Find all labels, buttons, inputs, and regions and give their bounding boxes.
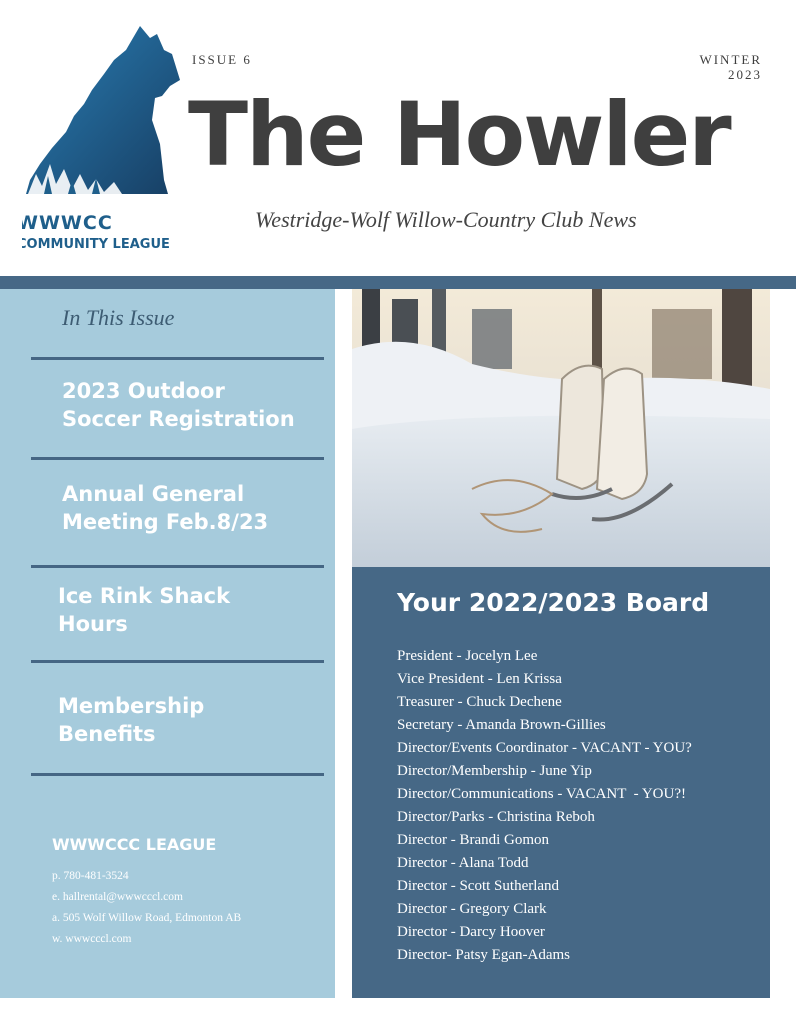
list-item: Treasurer - Chuck Dechene (397, 694, 562, 710)
toc-divider (31, 357, 324, 360)
toc-item-line: Membership (58, 694, 205, 718)
contact-phone: p. 780-481-3524 (52, 870, 129, 882)
contact-heading: WWWCCC LEAGUE (52, 835, 217, 854)
list-item: Director/Communications - VACANT - YOU?! (397, 786, 686, 802)
toc-heading: In This Issue (62, 305, 175, 330)
list-item: Director- Patsy Egan-Adams (397, 947, 570, 963)
list-item: Vice President - Len Krissa (397, 671, 562, 687)
logo-line2: COMMUNITY LEAGUE (22, 237, 170, 252)
logo-line1: WWWCC (22, 212, 113, 234)
list-item: Director/Events Coordinator - VACANT - YOU? (397, 740, 692, 756)
toc-item-line: Benefits (58, 722, 156, 746)
list-item: Director/Membership - June Yip (397, 763, 592, 779)
issue-number: ISSUE 6 (192, 52, 252, 67)
toc-item-line: Annual General (62, 482, 245, 506)
ice-skates-on-rink-photo (352, 289, 770, 567)
toc-item-line: 2023 Outdoor (62, 379, 225, 403)
toc-item-membership[interactable] (58, 692, 328, 748)
toc-divider (31, 660, 324, 663)
contact-address: a. 505 Wolf Willow Road, Edmonton AB (52, 912, 242, 924)
issue-season: WINTER (699, 52, 762, 67)
header-divider (0, 276, 796, 289)
newsletter-title: The Howler (188, 83, 730, 186)
toc-divider (31, 565, 324, 568)
list-item: Secretary - Amanda Brown-Gillies (397, 717, 606, 733)
toc-item-line: Ice Rink Shack (58, 584, 231, 608)
toc-divider (31, 773, 324, 776)
league-logo (22, 24, 192, 256)
list-item: Director - Scott Sutherland (397, 878, 560, 894)
board-heading: Your 2022/2023 Board (397, 588, 710, 617)
list-item: Director - Darcy Hoover (397, 924, 545, 940)
contact-website[interactable]: w. wwwcccl.com (52, 933, 132, 945)
toc-item-line: Meeting Feb.8/23 (62, 510, 269, 534)
issue-date (699, 52, 762, 82)
toc-item-line: Soccer Registration (62, 407, 295, 431)
list-item: President - Jocelyn Lee (397, 648, 538, 664)
contact-email[interactable]: e. hallrental@wwwcccl.com (52, 891, 183, 903)
toc-item-rink-hours[interactable] (58, 582, 328, 638)
list-item: Director/Parks - Christina Reboh (397, 809, 595, 825)
list-item: Director - Gregory Clark (397, 901, 547, 917)
toc-divider (31, 457, 324, 460)
list-item: Director - Brandi Gomon (397, 832, 550, 848)
toc-item-line: Hours (58, 612, 128, 636)
list-item: Director - Alana Todd (397, 855, 529, 871)
newsletter-subtitle: Westridge-Wolf Willow-Country Club News (255, 207, 637, 232)
ice-skates-photo (352, 289, 770, 567)
board-list (397, 645, 692, 967)
howling-wolf-icon (22, 24, 192, 256)
issue-year: 2023 (728, 67, 762, 82)
toc-item-agm[interactable] (62, 480, 332, 536)
toc-item-soccer[interactable] (62, 377, 332, 433)
